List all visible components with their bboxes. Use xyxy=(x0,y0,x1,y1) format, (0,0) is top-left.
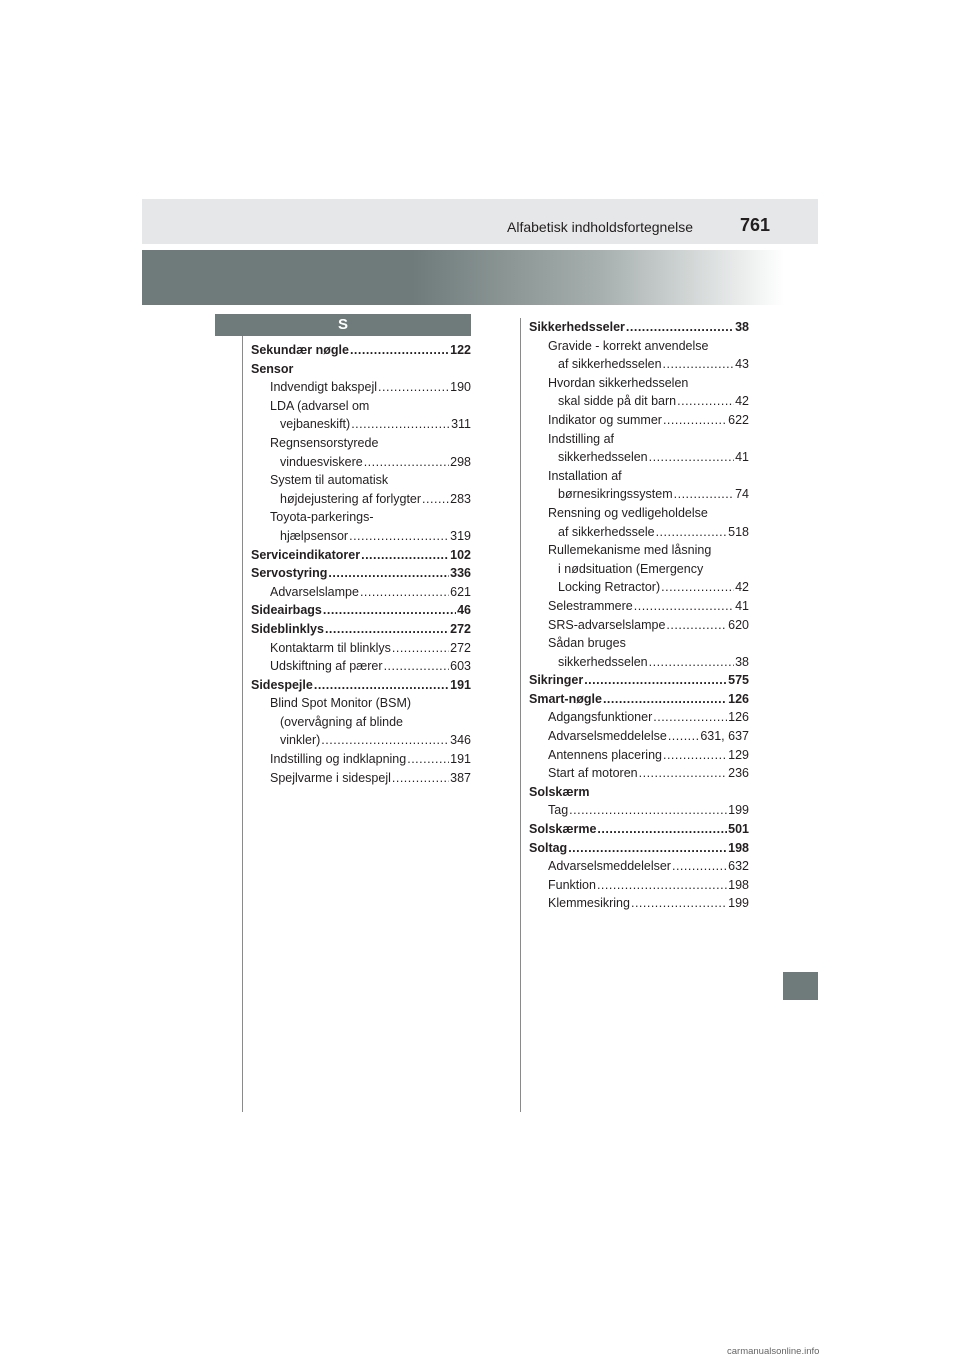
index-entry xyxy=(251,434,471,453)
dot-leader xyxy=(672,857,727,876)
index-entry-page: 191 xyxy=(450,752,471,767)
index-entry-text: hjælpsensor xyxy=(280,528,349,543)
decorative-gradient-band xyxy=(142,250,818,305)
index-entry-text: skal sidde på dit barn xyxy=(558,394,677,409)
dot-leader xyxy=(677,392,734,411)
index-entry-page: 387 xyxy=(450,770,471,785)
index-entry-page: 336 xyxy=(450,566,471,581)
dot-leader xyxy=(392,769,449,788)
index-entry-page: 198 xyxy=(728,840,749,855)
index-entry-text: Indstilling af xyxy=(548,431,615,446)
index-entry xyxy=(529,801,749,820)
index-entry-text: Funktion xyxy=(548,877,596,892)
index-entry-page: 41 xyxy=(735,598,749,613)
index-entry xyxy=(529,485,749,504)
dot-leader xyxy=(666,616,727,635)
index-entry xyxy=(251,639,471,658)
index-entry-page: 603 xyxy=(450,659,471,674)
index-entry-text: Sidespejle xyxy=(251,677,313,692)
index-entry-text: (overvågning af blinde xyxy=(280,714,403,729)
index-entry-text: Hvordan sikkerhedsselen xyxy=(548,375,689,390)
index-entry-text: Advarselsmeddelelser xyxy=(548,859,671,874)
index-entry-text: Soltag xyxy=(529,840,568,855)
index-entry xyxy=(529,783,749,802)
index-entry-text: Solskærme xyxy=(529,822,597,837)
index-entry-text: Solskærm xyxy=(529,784,590,799)
dot-leader xyxy=(663,746,727,765)
dot-leader xyxy=(328,564,449,583)
index-entry-text: Advarselslampe xyxy=(270,584,359,599)
index-entry-text: af sikkerhedssele xyxy=(558,524,655,539)
index-entry xyxy=(251,471,471,490)
dot-leader xyxy=(323,601,456,620)
index-entry-text: sikkerhedsselen xyxy=(558,450,648,465)
index-entry-text: Start af motoren xyxy=(548,766,638,781)
index-entry-page: 631, 637 xyxy=(700,729,749,744)
index-entry xyxy=(529,597,749,616)
right-column-rule xyxy=(520,318,521,1112)
index-entry-page: 191 xyxy=(450,677,471,692)
index-entry xyxy=(529,448,749,467)
index-entry xyxy=(529,523,749,542)
index-entry-page: 199 xyxy=(728,896,749,911)
index-entry-text: Regnsensorstyrede xyxy=(270,435,379,450)
index-entry-text: Gravide - korrekt anvendelse xyxy=(548,338,709,353)
dot-leader xyxy=(584,671,727,690)
dot-leader xyxy=(361,546,449,565)
dot-leader xyxy=(378,378,449,397)
index-entry xyxy=(251,731,471,750)
index-entry-text: Indikator og summer xyxy=(548,412,662,427)
dot-leader xyxy=(407,750,449,769)
index-entry-text: Smart-nøgle xyxy=(529,691,602,706)
index-entry-page: 272 xyxy=(450,621,471,636)
index-entry-text: vinduesviskere xyxy=(280,454,363,469)
dot-leader xyxy=(639,764,728,783)
index-entry-page: 620 xyxy=(728,617,749,632)
index-entry-text: Blind Spot Monitor (BSM) xyxy=(270,696,412,711)
index-entry-page: 298 xyxy=(450,454,471,469)
index-entry-text: af sikkerhedsselen xyxy=(558,357,662,372)
index-entry xyxy=(251,694,471,713)
dot-leader xyxy=(597,876,727,895)
index-entry-text: Advarselsmeddelelse xyxy=(548,729,667,744)
index-entry xyxy=(251,676,471,695)
index-entry xyxy=(529,764,749,783)
index-entry xyxy=(529,355,749,374)
index-entry xyxy=(251,657,471,676)
index-entry-text: Rullemekanisme med låsning xyxy=(548,543,712,558)
index-entry-text: Sikkerhedsseler xyxy=(529,320,625,334)
index-entry-page: 190 xyxy=(450,380,471,395)
dot-leader xyxy=(351,415,450,434)
index-entry-page: 272 xyxy=(450,640,471,655)
dot-leader xyxy=(653,708,727,727)
index-entry xyxy=(529,876,749,895)
index-entry-text: Klemmesikring xyxy=(548,896,630,911)
dot-leader xyxy=(392,639,449,658)
index-entry-text: vinkler) xyxy=(280,733,321,748)
dot-leader xyxy=(568,839,727,858)
index-entry xyxy=(529,839,749,858)
dot-leader xyxy=(321,731,449,750)
index-entry-page: 43 xyxy=(735,357,749,372)
dot-leader xyxy=(649,653,734,672)
dot-leader xyxy=(314,676,449,695)
index-entry-page: 622 xyxy=(728,412,749,427)
index-entry-page: 199 xyxy=(728,803,749,818)
index-entry-page: 102 xyxy=(450,547,471,562)
index-entry-text: Kontaktarm til blinklys xyxy=(270,640,391,655)
index-entry-page: 41 xyxy=(735,450,749,465)
dot-leader xyxy=(649,448,734,467)
index-entry-page: 122 xyxy=(450,343,471,357)
dot-leader xyxy=(569,801,727,820)
dot-leader xyxy=(674,485,734,504)
index-entry xyxy=(529,634,749,653)
index-entry-page: 575 xyxy=(728,673,749,688)
dot-leader xyxy=(661,578,734,597)
index-entry xyxy=(251,601,471,620)
index-entry-text: Sekundær nøgle xyxy=(251,343,349,357)
index-entry-page: 129 xyxy=(728,747,749,762)
index-entry-text: i nødsituation (Emergency xyxy=(558,561,704,576)
index-entry-page: 38 xyxy=(735,320,749,334)
index-entry-page: 198 xyxy=(728,877,749,892)
index-entry-text: Installation af xyxy=(548,468,622,483)
index-entry-text: Adgangsfunktioner xyxy=(548,710,653,725)
index-entry xyxy=(251,769,471,788)
index-entry-text: vejbaneskift) xyxy=(280,417,351,432)
index-entry xyxy=(529,746,749,765)
index-entry-page: 632 xyxy=(728,859,749,874)
index-entry xyxy=(251,713,471,732)
chapter-side-tab xyxy=(783,972,818,1000)
index-entry-text: Sensor xyxy=(251,361,294,376)
index-entry-page: 74 xyxy=(735,487,749,502)
index-entry-text: børnesikringssystem xyxy=(558,487,673,502)
index-entry-page: 42 xyxy=(735,394,749,409)
dot-leader xyxy=(597,820,727,839)
index-entry-page: 319 xyxy=(450,528,471,543)
index-entry-page: 236 xyxy=(728,766,749,781)
index-entry-page: 126 xyxy=(728,710,749,725)
index-entry-page: 621 xyxy=(450,584,471,599)
index-entry-page: 346 xyxy=(450,733,471,748)
index-entry-text: Indstilling og indklapning xyxy=(270,752,407,767)
index-entry-text: System til automatisk xyxy=(270,473,389,488)
left-column-rule xyxy=(242,336,243,1112)
index-entry-page: 518 xyxy=(728,524,749,539)
dot-leader xyxy=(384,657,450,676)
index-entry-text: Servostyring xyxy=(251,566,328,581)
index-entry-text: Sådan bruges xyxy=(548,636,626,651)
dot-leader xyxy=(663,411,727,430)
index-entry xyxy=(251,378,471,397)
dot-leader xyxy=(364,453,449,472)
index-entry xyxy=(529,337,749,356)
header-band xyxy=(142,199,818,244)
watermark-text: carmanualsonline.info xyxy=(727,1346,820,1357)
dot-leader xyxy=(360,583,449,602)
index-entry xyxy=(251,453,471,472)
index-entry-text: Locking Retractor) xyxy=(558,580,661,595)
index-entry xyxy=(529,467,749,486)
index-entry-text: Udskiftning af pærer xyxy=(270,659,383,674)
index-entry xyxy=(251,546,471,565)
index-entry xyxy=(251,490,471,509)
dot-leader xyxy=(325,620,449,639)
dot-leader xyxy=(656,523,728,542)
index-entry xyxy=(529,690,749,709)
index-entry xyxy=(251,750,471,769)
index-entry xyxy=(251,415,471,434)
index-entry xyxy=(529,430,749,449)
index-entry xyxy=(529,708,749,727)
index-entry-text: Toyota-parkerings- xyxy=(270,510,374,525)
index-entry xyxy=(251,397,471,416)
page-number: 761 xyxy=(740,215,771,235)
index-entry xyxy=(529,857,749,876)
index-entry-text: Spejlvarme i sidespejl xyxy=(270,770,391,785)
index-entry-page: 501 xyxy=(728,822,749,837)
dot-leader xyxy=(350,341,449,360)
index-entry xyxy=(529,504,749,523)
index-entry xyxy=(529,820,749,839)
index-entry-text: Tag xyxy=(548,803,569,818)
dot-leader xyxy=(626,318,734,337)
index-entry xyxy=(529,392,749,411)
page-header-title: Alfabetisk indholdsfortegnelse xyxy=(507,219,694,235)
dot-leader xyxy=(422,490,449,509)
dot-leader xyxy=(634,597,734,616)
index-entry xyxy=(251,360,471,379)
index-entry-text: Selestrammere xyxy=(548,598,633,613)
index-entry xyxy=(251,527,471,546)
index-column-left xyxy=(251,341,471,787)
index-entry-text: SRS-advarselslampe xyxy=(548,617,666,632)
index-column-right xyxy=(529,318,749,913)
index-entry xyxy=(529,374,749,393)
index-entry xyxy=(529,727,749,746)
index-entry-page: 311 xyxy=(451,417,471,432)
index-entry xyxy=(529,560,749,579)
index-entry-page: 38 xyxy=(735,654,749,669)
index-entry-text: Sideblinklys xyxy=(251,621,324,636)
index-entry-text: Indvendigt bakspejl xyxy=(270,380,378,395)
index-entry-page: 46 xyxy=(457,603,471,618)
index-entry-page: 126 xyxy=(728,691,749,706)
index-entry-text: sikkerhedsselen xyxy=(558,654,648,669)
index-entry xyxy=(529,616,749,635)
index-entry xyxy=(529,653,749,672)
index-entry-page: 283 xyxy=(450,491,471,506)
index-entry-page: 42 xyxy=(735,580,749,595)
index-entry xyxy=(529,318,749,337)
index-entry-text: Rensning og vedligeholdelse xyxy=(548,505,708,520)
index-entry xyxy=(251,564,471,583)
dot-leader xyxy=(668,727,700,746)
index-entry xyxy=(529,411,749,430)
index-entry xyxy=(529,578,749,597)
index-entry-text: højdejustering af forlygter xyxy=(280,491,422,506)
index-entry xyxy=(529,541,749,560)
index-entry-text: LDA (advarsel om xyxy=(270,398,370,413)
dot-leader xyxy=(603,690,727,709)
index-entry xyxy=(529,671,749,690)
dot-leader xyxy=(663,355,735,374)
index-entry xyxy=(251,620,471,639)
index-entry-text: Sideairbags xyxy=(251,603,322,618)
dot-leader xyxy=(349,527,449,546)
index-entry xyxy=(251,583,471,602)
index-entry-text: Serviceindikatorer xyxy=(251,547,361,562)
section-letter-tab: S xyxy=(215,314,471,336)
index-entry xyxy=(529,894,749,913)
index-entry-text: Sikringer xyxy=(529,673,584,688)
index-entry-text: Antennens placering xyxy=(548,747,662,762)
dot-leader xyxy=(631,894,727,913)
index-entry xyxy=(251,341,471,360)
index-entry xyxy=(251,508,471,527)
